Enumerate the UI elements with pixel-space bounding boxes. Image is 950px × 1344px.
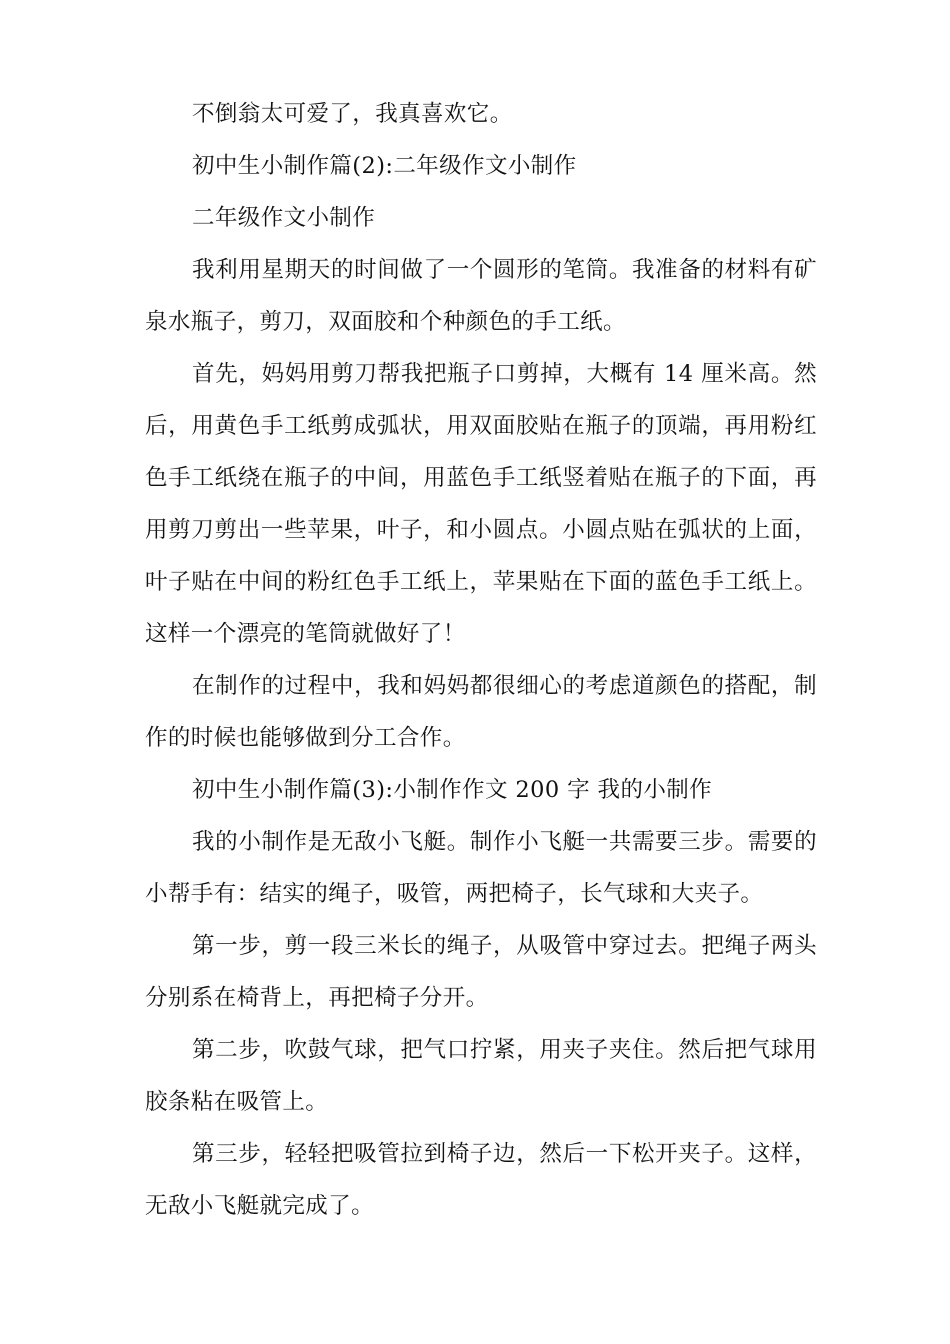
document-body <box>145 88 817 1232</box>
paragraph-steps: 首先，妈妈用剪刀帮我把瓶子口剪掉，大概有 14 厘米高。然后，用黄色手工纸剪成弧状，用双面胶贴在瓶子的顶端，再用粉红色手工纸绕在瓶子的中间，用蓝色手工纸竖着贴在瓶子的下面，再用剪刀剪出一些苹果，叶子，和小圆点。小圆点贴在弧状的上面，叶子贴在中间的粉红色手工纸上，苹果贴在下面的蓝色手工纸上。这样一个漂亮的笔筒就做好了！ <box>145 361 817 647</box>
paragraph-reflection: 在制作的过程中，我和妈妈都很细心的考虑道颜色的搭配，制作的时候也能够做到分工合作。 <box>145 673 817 751</box>
section-heading-2: 初中生小制作篇(2):二年级作文小制作 <box>192 153 577 179</box>
paragraph-step-two: 第二步，吹鼓气球，把气口拧紧，用夹子夹住。然后把气球用胶条粘在吸管上。 <box>145 1037 817 1115</box>
paragraph-step-three: 第三步，轻轻把吸管拉到椅子边，然后一下松开夹子。这样，无敌小飞艇就完成了。 <box>145 1141 817 1219</box>
paragraph-1: 不倒翁太可爱了，我真喜欢它。 <box>192 101 513 127</box>
paragraph-airship-intro: 我的小制作是无敌小飞艇。制作小飞艇一共需要三步。需要的小帮手有：结实的绳子，吸管，两把椅子，长气球和大夹子。 <box>145 829 817 907</box>
section-subtitle-2: 二年级作文小制作 <box>192 205 376 231</box>
paragraph-materials: 我利用星期天的时间做了一个圆形的笔筒。我准备的材料有矿泉水瓶子，剪刀，双面胶和个种颜色的手工纸。 <box>145 257 817 335</box>
section-heading-3: 初中生小制作篇(3):小制作作文 200 字 我的小制作 <box>192 777 713 803</box>
paragraph-step-one: 第一步，剪一段三米长的绳子，从吸管中穿过去。把绳子两头分别系在椅背上，再把椅子分开。 <box>145 933 817 1011</box>
